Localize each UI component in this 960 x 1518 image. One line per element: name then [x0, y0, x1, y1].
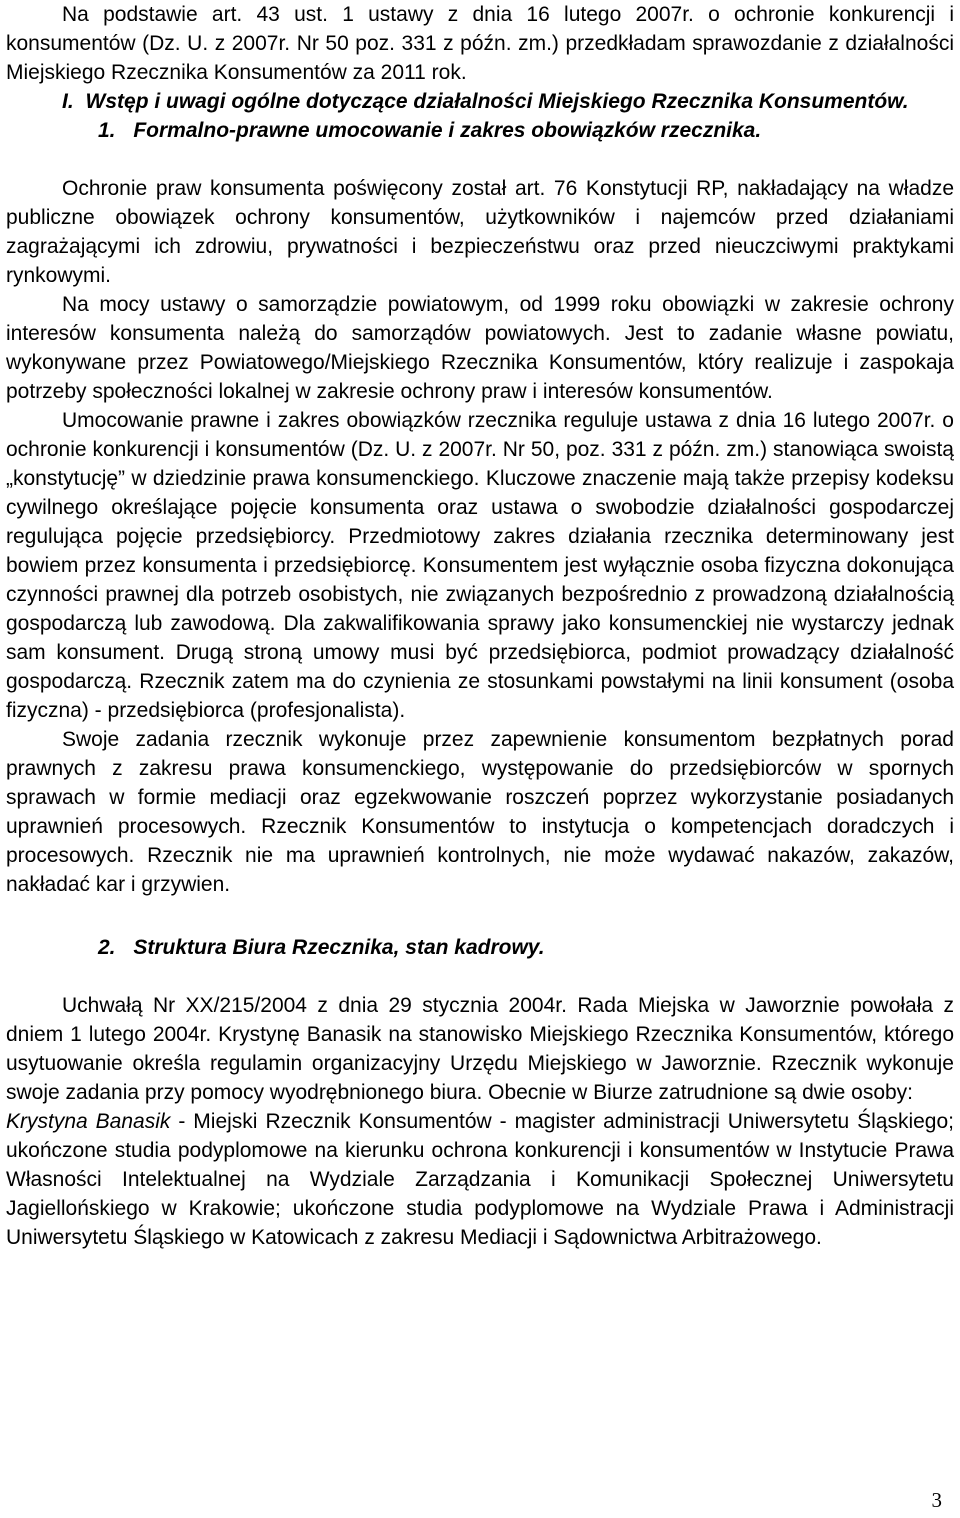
staff-name: Krystyna Banasik: [6, 1110, 171, 1133]
spacer: [6, 962, 954, 991]
document-body: [6, 0, 954, 1252]
staff-description: - Miejski Rzecznik Konsumentów - magister administracji Uniwersytetu Śląskiego; ukończone studia podyplomowe na kierunku ochrona konkurencji i konsumentów w Instytucie Prawa Własności Intelektualnej na Wydziale Zarządzania i Komunikacji Społecznej Uniwersytetu Jagiellońskiego w Krakowie; ukończone studia podyplomowe na Wydziale Prawa i Administracji Uniwersytetu Śląskiego w Katowicach z zakresu Mediacji i Sądownictwa Arbitrażowego.: [6, 1110, 954, 1249]
spacer: [6, 899, 954, 933]
body-paragraph: Na mocy ustawy o samorządzie powiatowym, od 1999 roku obowiązki w zakresie ochrony interesów konsumenta należą do samorządów powiatowych. Jest to zadanie własne powiatu, wykonywane przez Powiatowego/Miejskiego Rzecznika Konsumentów, który realizuje i zaspokaja potrzeby społeczności lokalnej w zakresie ochrony praw i interesów konsumentów.: [6, 293, 954, 403]
intro-paragraph: Na podstawie art. 43 ust. 1 ustawy z dnia 16 lutego 2007r. o ochronie konkurencji i konsumentów (Dz. U. z 2007r. Nr 50 poz. 331 z późn. zm.) przedkładam sprawozdanie z działalności Miejskiego Rzecznika Konsumentów za 2011 rok.: [6, 3, 954, 84]
body-paragraph: Ochronie praw konsumenta poświęcony został art. 76 Konstytucji RP, nakładający na władze publiczne obowiązek ochrony konsumentów, użytkowników i najemców przed działaniami zagrażającymi ich zdrowiu, prywatności i bezpieczeństwu oraz przed nieuczciwymi praktykami rynkowymi.: [6, 177, 954, 287]
spacer: [6, 145, 954, 174]
subsection-title: Struktura Biura Rzecznika, stan kadrowy.: [133, 936, 545, 959]
section-title: Wstęp i uwagi ogólne dotyczące działalności Miejskiego Rzecznika Konsumentów.: [85, 90, 909, 113]
subsection-heading-1: [98, 116, 954, 145]
body-paragraph: Umocowanie prawne i zakres obowiązków rzecznika reguluje ustawa z dnia 16 lutego 2007r. o ochronie konkurencji i konsumentów (Dz. U. z 2007r. Nr 50, poz. 331 z późn. zm.) stanowiąca swoistą „konstytucję” w dziedzinie prawa konsumenckiego. Kluczowe znaczenie mają także przepisy kodeksu cywilnego określające pojęcie konsumenta oraz ustawa o swobodzie działalności gospodarczej regulująca pojęcie przedsiębiorcy. Przedmiotowy zakres działania rzecznika determinowany jest bowiem przez konsumenta i przedsiębiorcę. Konsumentem jest wyłącznie osoba fizyczna dokonująca czynności prawnej dla potrzeb osobistych, nie związanych bezpośrednio z prowadzoną działalnością gospodarczą lub zawodową. Dla zakwalifikowania sprawy jako konsumenckiej nie wystarczy jednak sam konsument. Drugą stroną umowy musi być przedsiębiorca, podmiot prowadzący działalność gospodarczą. Rzecznik zatem ma do czynienia ze stosunkami powstałymi na linii konsument (osoba fizyczna) - przedsiębiorca (profesjonalista).: [6, 409, 954, 722]
body-paragraph: Swoje zadania rzecznik wykonuje przez zapewnienie konsumentom bezpłatnych porad prawnych z zakresu prawa konsumenckiego, występowanie do przedsiębiorców w spornych sprawach w formie mediacji oraz egzekwowanie roszczeń poprzez wykorzystanie posiadanych uprawnień procesowych. Rzecznik Konsumentów to instytucja o kompetencjach doradczych i procesowych. Rzecznik nie ma uprawnień kontrolnych, nie może wydawać nakazów, zakazów, nakładać kar i grzywien.: [6, 728, 954, 896]
staff-paragraph: [6, 1107, 954, 1252]
section-heading-1: [62, 87, 954, 116]
page-number: 3: [931, 1488, 942, 1512]
subsection-number: 1.: [98, 119, 116, 142]
body-paragraph: Uchwałą Nr XX/215/2004 z dnia 29 stycznia 2004r. Rada Miejska w Jaworznie powołała z dniem 1 lutego 2004r. Krystynę Banasik na stanowisko Miejskiego Rzecznika Konsumentów, którego usytuowanie określa regulamin organizacyjny Urzędu Miejskiego w Jaworznie. Rzecznik wykonuje swoje zadania przy pomocy wyodrębnionego biura. Obecnie w Biurze zatrudnione są dwie osoby:: [6, 994, 954, 1104]
subsection-title: Formalno-prawne umocowanie i zakres obowiązków rzecznika.: [133, 119, 762, 142]
section-number: I.: [62, 90, 74, 113]
subsection-number: 2.: [98, 936, 116, 959]
subsection-heading-2: [98, 933, 954, 962]
